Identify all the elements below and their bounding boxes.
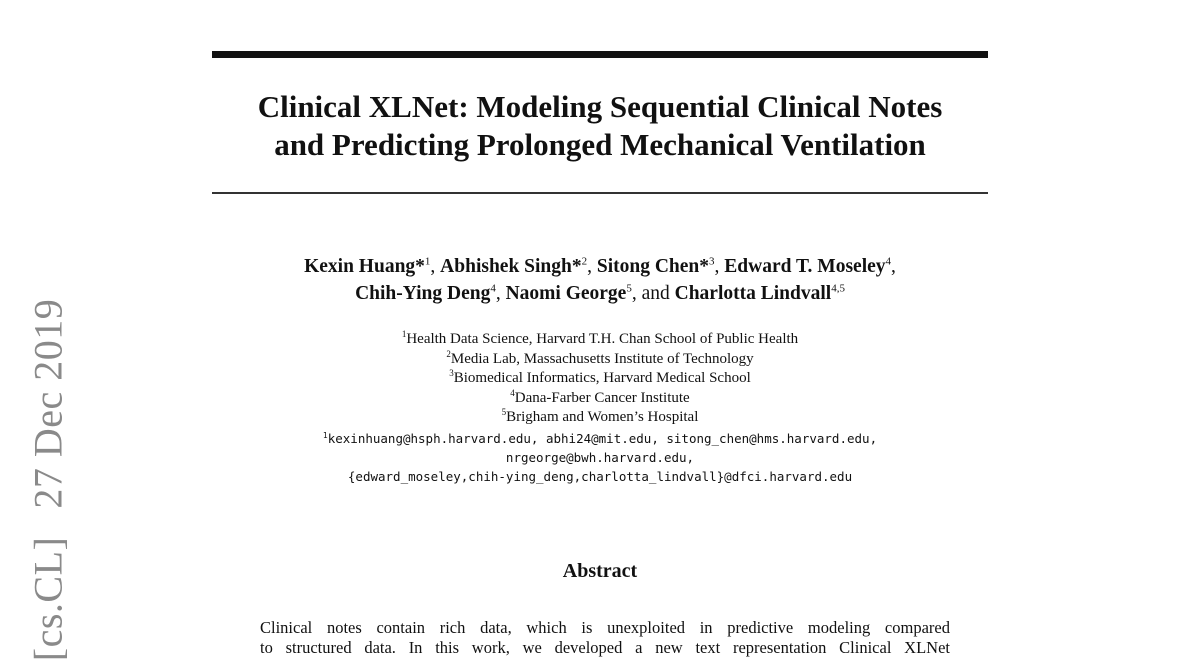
title-rule-top <box>212 51 988 58</box>
title-rule-bottom <box>212 192 988 194</box>
title-line-1: Clinical XLNet: Modeling Sequential Clinical Notes <box>257 89 943 124</box>
affiliation-item: $^5$Brigham and Women’s Hospital <box>501 407 699 425</box>
author-sup: 4,5 <box>831 282 845 295</box>
author-list <box>212 253 988 307</box>
author-name: Sitong Chen* <box>596 256 710 277</box>
affiliation-item: $^4$Dana-Farber Cancer Institute <box>510 387 690 406</box>
email-block <box>200 429 1000 486</box>
abstract-body <box>260 618 950 658</box>
author-name: Charlotta Lindvall <box>674 283 832 304</box>
email-line-2: nrgeorge@bwh.harvard.edu, <box>505 450 695 465</box>
author-name: Edward T. Moseley <box>724 256 886 277</box>
affiliation-item: $^1$Health Data Science, Harvard T.H. Chan School of Public Health <box>401 329 799 347</box>
author-sup: 4 <box>885 255 892 268</box>
arxiv-date: 27 Dec 2019 <box>25 298 71 509</box>
abstract-line-1: Clinical notes contain rich data, which is unexploited in predictive modeling compared <box>260 618 950 637</box>
email-line-3: {edward_moseley,chih-ying_deng,charlotta_lindvall}@dfci.harvard.edu <box>347 469 853 484</box>
author-name: Kexin Huang* <box>304 256 425 277</box>
author-name: Chih-Ying Deng <box>355 283 491 304</box>
affiliation-item: $^3$Biomedical Informatics, Harvard Medical School <box>449 368 751 386</box>
author-line-1: Kexin Huang*$^1$, Abhishek Singh*$^2$, Sitong Chen*$^3$, Edward T. Moseley$^4$, <box>304 255 896 277</box>
affiliation-item: $^2$Media Lab, Massachusetts Institute of Technology <box>446 348 754 367</box>
arxiv-category: [cs.CL] <box>25 536 71 661</box>
abstract-heading: Abstract <box>562 560 638 582</box>
author-sup: 4 <box>490 282 496 295</box>
author-name: Naomi George <box>505 283 627 304</box>
email-line-1: $^1$kexinhuang@hsph.harvard.edu, abhi24@mit.edu, sitong_chen@hms.harvard.edu, <box>322 430 878 446</box>
author-sup: 5 <box>626 282 632 295</box>
author-sup: 1 <box>424 255 431 268</box>
abstract-line-2: to structured data. In this work, we developed a new text representation Clinical XLNet <box>260 638 950 657</box>
title-line-2: and Predicting Prolonged Mechanical Ventilation <box>274 127 926 162</box>
author-sup: 3 <box>709 255 715 268</box>
author-sup: 2 <box>581 255 588 268</box>
affiliation-list <box>212 330 988 428</box>
author-line-2: Chih-Ying Deng$^4$, Naomi George$^5$, and Charlotta Lindvall$^{4,5}$ <box>355 282 845 304</box>
paper-title <box>212 88 988 164</box>
arxiv-stamp <box>25 299 72 661</box>
author-name: Abhishek Singh* <box>440 256 582 277</box>
